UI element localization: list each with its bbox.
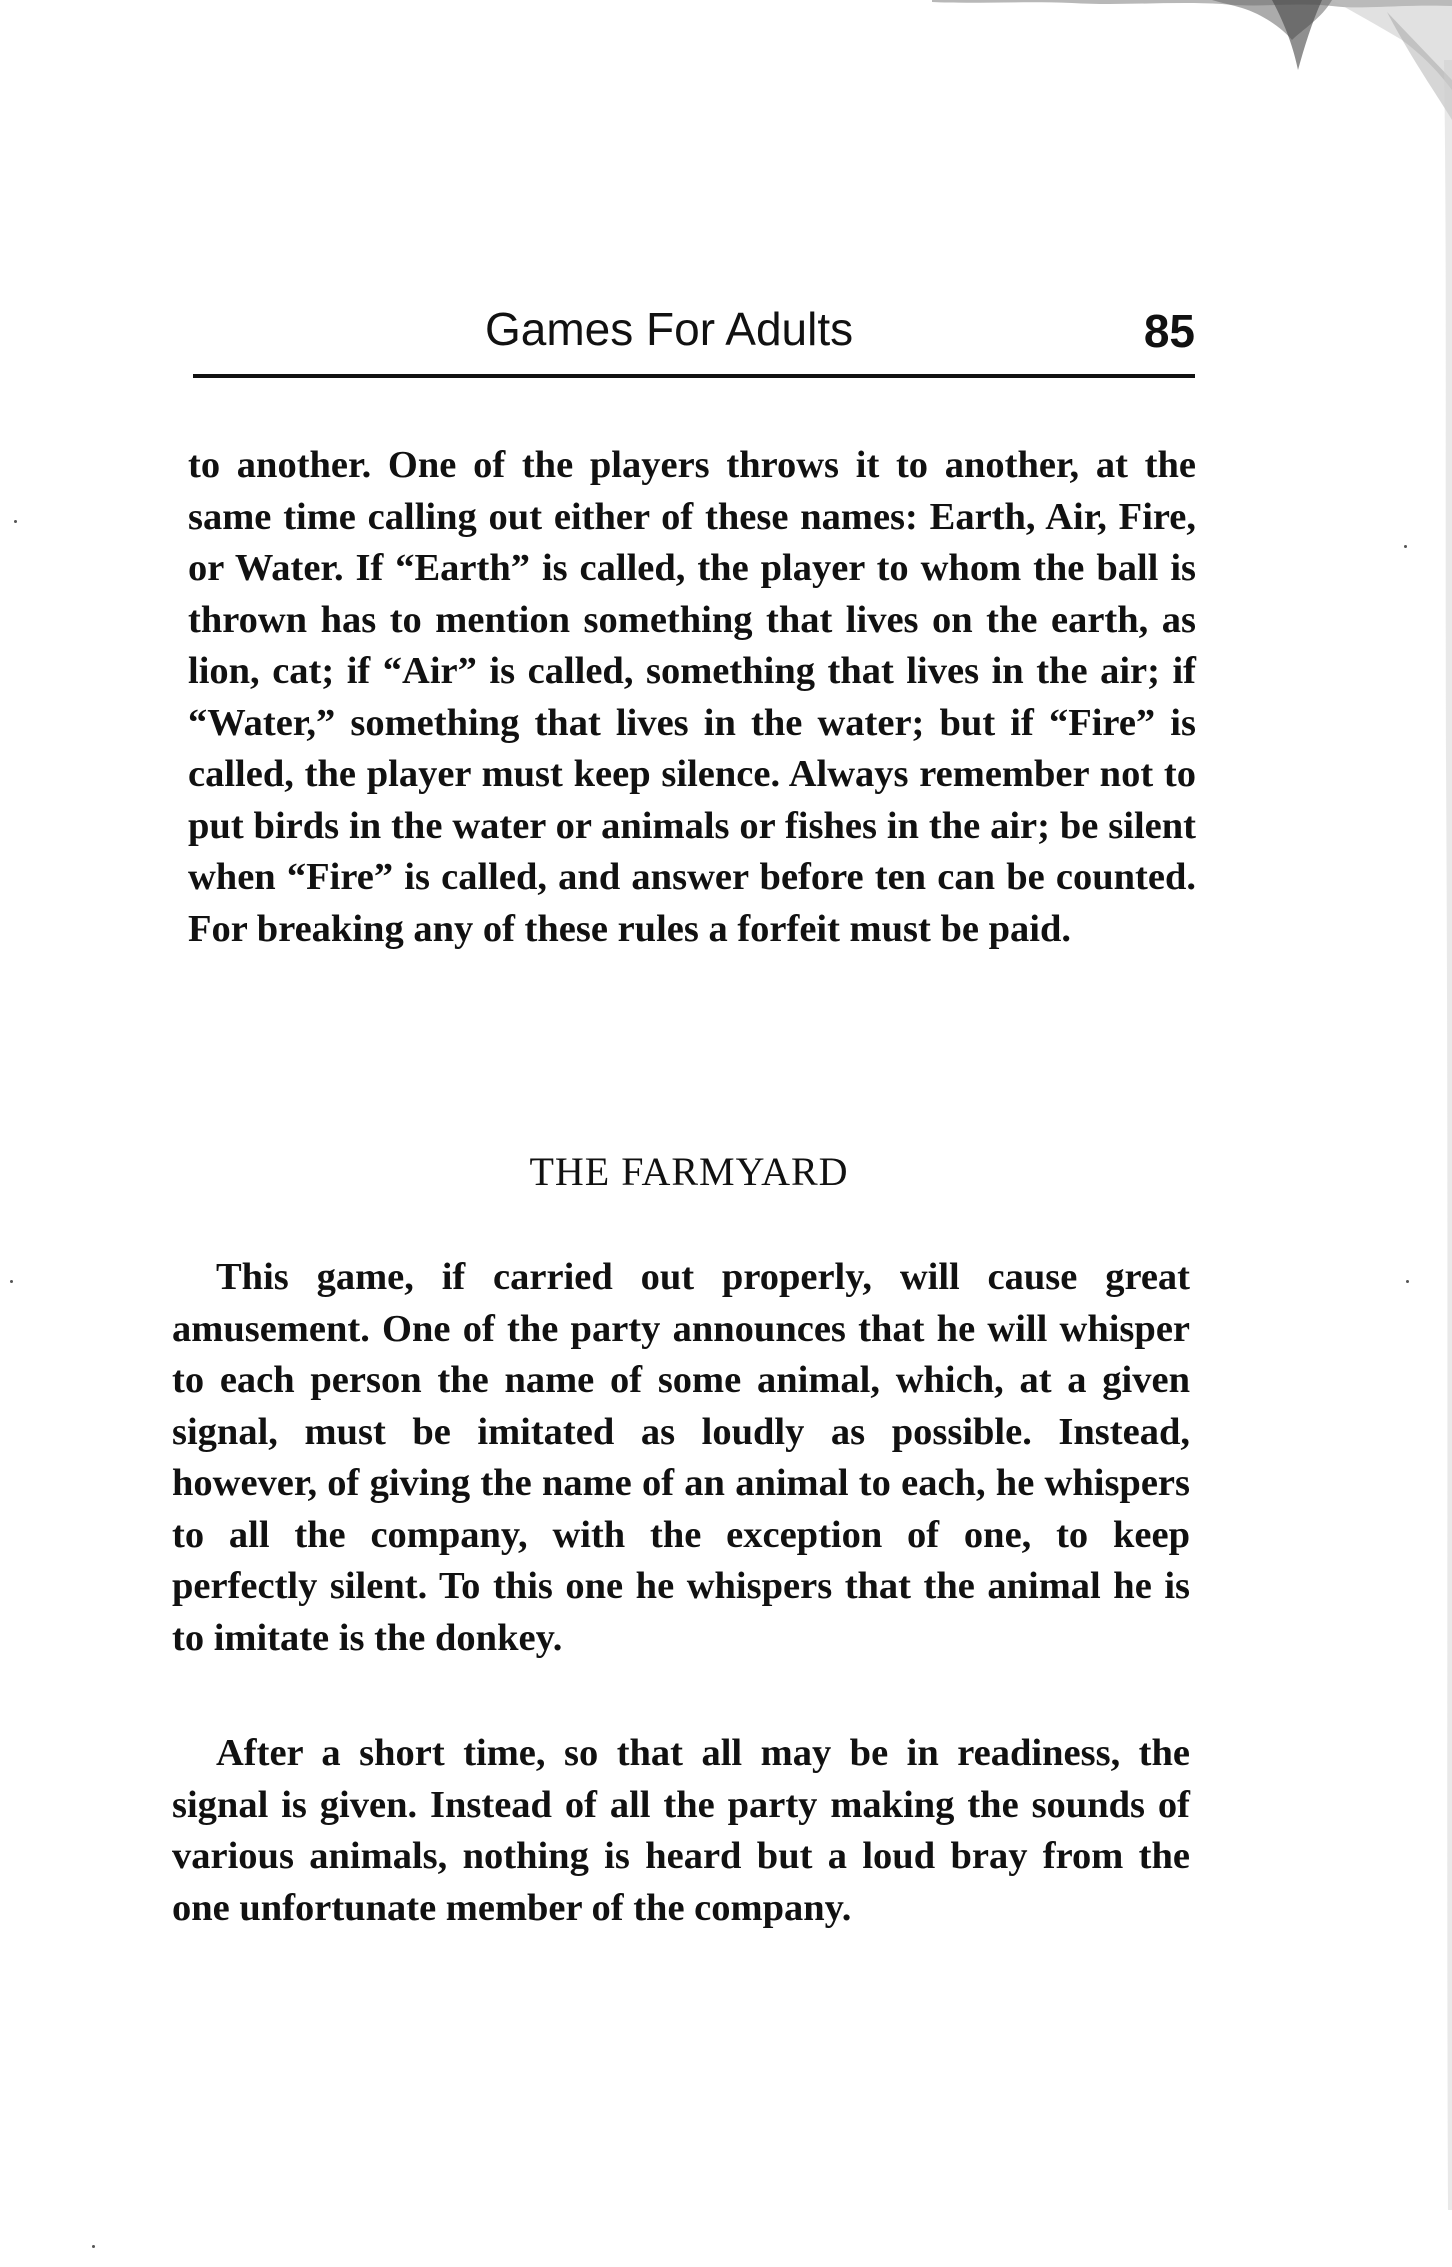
scan-edge-artifact [932,0,1452,120]
section-paragraph: This game, if carried out properly, will cause great amusement. One of the party announces that he will whisper to each person the name of some animal, which, at a given signal, must be imitated as loudly as possible. Instead, however, of giving the name of an animal to each, he whispers to all the company, with the exception of one, to keep perfectly silent. To this one he whispers that the animal he is to imitate is the donkey. [172,1256,1190,1659]
page-number: 85 [1143,305,1195,357]
scan-speck [92,2245,95,2248]
header-rule [193,374,1195,378]
continued-paragraph: to another. One of the players throws it to another, at the same time calling out either of these names: Earth, Air, Fire, or Water. If “Earth” is called, the player to whom the ball is thrown has to mention something that lives on the earth, as lion, cat; if “Air” is called, something that lives in the air; if “Water,” something that lives in the water; but if “Fire” is called, the player must keep silence. Always remember not to put birds in the water or animals or fishes in the air; be silent when “Fire” is called, and answer before ten can be counted. For breaking any of these rules a forfeit must be paid. [188,444,1196,950]
scan-side-artifact [1422,60,1452,2210]
section-title: THE FARMYARD [529,1149,849,1194]
section-paragraph: After a short time, so that all may be in readiness, the signal is given. Instead of all the party making the sounds of various animals, nothing is heard but a loud bray from the one unfortunate member of the company. [172,1732,1190,1929]
scan-speck [14,520,17,523]
running-header [193,300,1195,370]
scan-speck [10,1280,13,1283]
scan-speck [1406,1280,1409,1283]
running-title: Games For Adults [485,303,854,355]
scan-speck [1404,545,1407,548]
